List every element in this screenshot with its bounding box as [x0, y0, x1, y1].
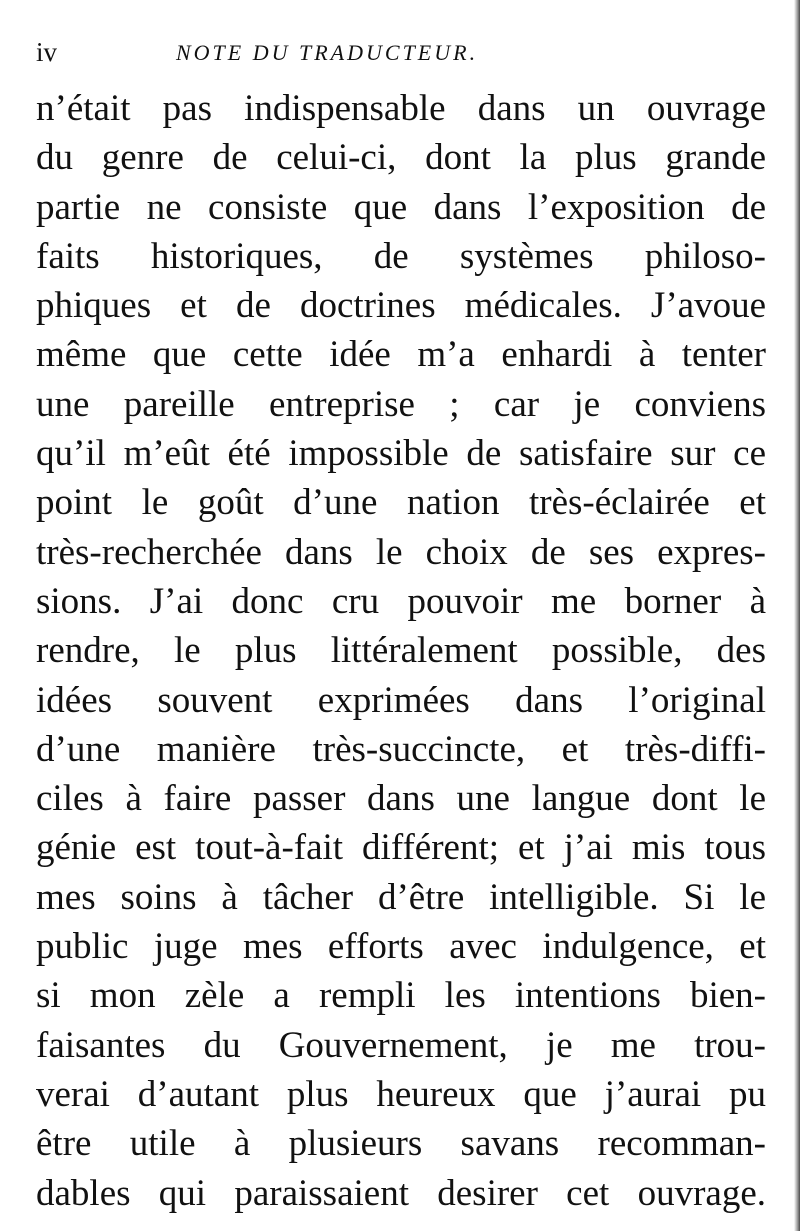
text-line-23: dables qui paraissaient desirer cet ouvrage. [36, 1172, 766, 1214]
running-head [36, 34, 766, 74]
body-text [36, 84, 766, 1218]
text-line-20: faisantes du Gouvernement, je me trou- [36, 1024, 766, 1066]
text-line-6: même que cette idée m’a enhardi à tenter [36, 334, 766, 376]
text-line-13: idées souvent exprimées dans l’original [36, 679, 766, 721]
text-line-5: phiques et de doctrines médicales. J’avoue [36, 285, 766, 327]
text-line-14: d’une manière très-succincte, et très-diffi- [36, 728, 766, 770]
text-line-1: n’était pas indispensable dans un ouvrage [36, 88, 766, 129]
text-line-18: public juge mes efforts avec indulgence, et [36, 926, 766, 968]
running-title: NOTE DU TRADUCTEUR. [176, 40, 479, 65]
text-line-21: verai d’autant plus heureux que j’aurai pu [36, 1073, 766, 1115]
page-number: iv [36, 37, 58, 67]
text-line-7: une pareille entreprise ; car je conviens [36, 383, 766, 425]
text-line-17: mes soins à tâcher d’être intelligible. Si le [36, 876, 766, 918]
text-line-8: qu’il m’eût été impossible de satisfaire sur ce [36, 433, 766, 475]
text-line-19: si mon zèle a rempli les intentions bien- [36, 975, 766, 1017]
text-line-12: rendre, le plus littéralement possible, des [36, 630, 766, 672]
text-line-9: point le goût d’une nation très-éclairée et [36, 482, 766, 524]
text-line-16: génie est tout-à-fait différent; et j’ai mis tous [36, 827, 766, 869]
text-line-15: ciles à faire passer dans une langue dont le [36, 778, 766, 820]
text-line-22: être utile à plusieurs savans recomman- [36, 1123, 766, 1165]
page-edge-shadow [794, 0, 800, 1231]
text-line-10: très-recherchée dans le choix de ses expres- [36, 531, 766, 573]
text-line-3: partie ne consiste que dans l’exposition de [36, 186, 766, 228]
text-line-4: faits historiques, de systèmes philoso- [36, 235, 766, 277]
text-line-11: sions. J’ai donc cru pouvoir me borner à [36, 580, 766, 622]
text-line-2: du genre de celui-ci, dont la plus grande [36, 137, 766, 179]
